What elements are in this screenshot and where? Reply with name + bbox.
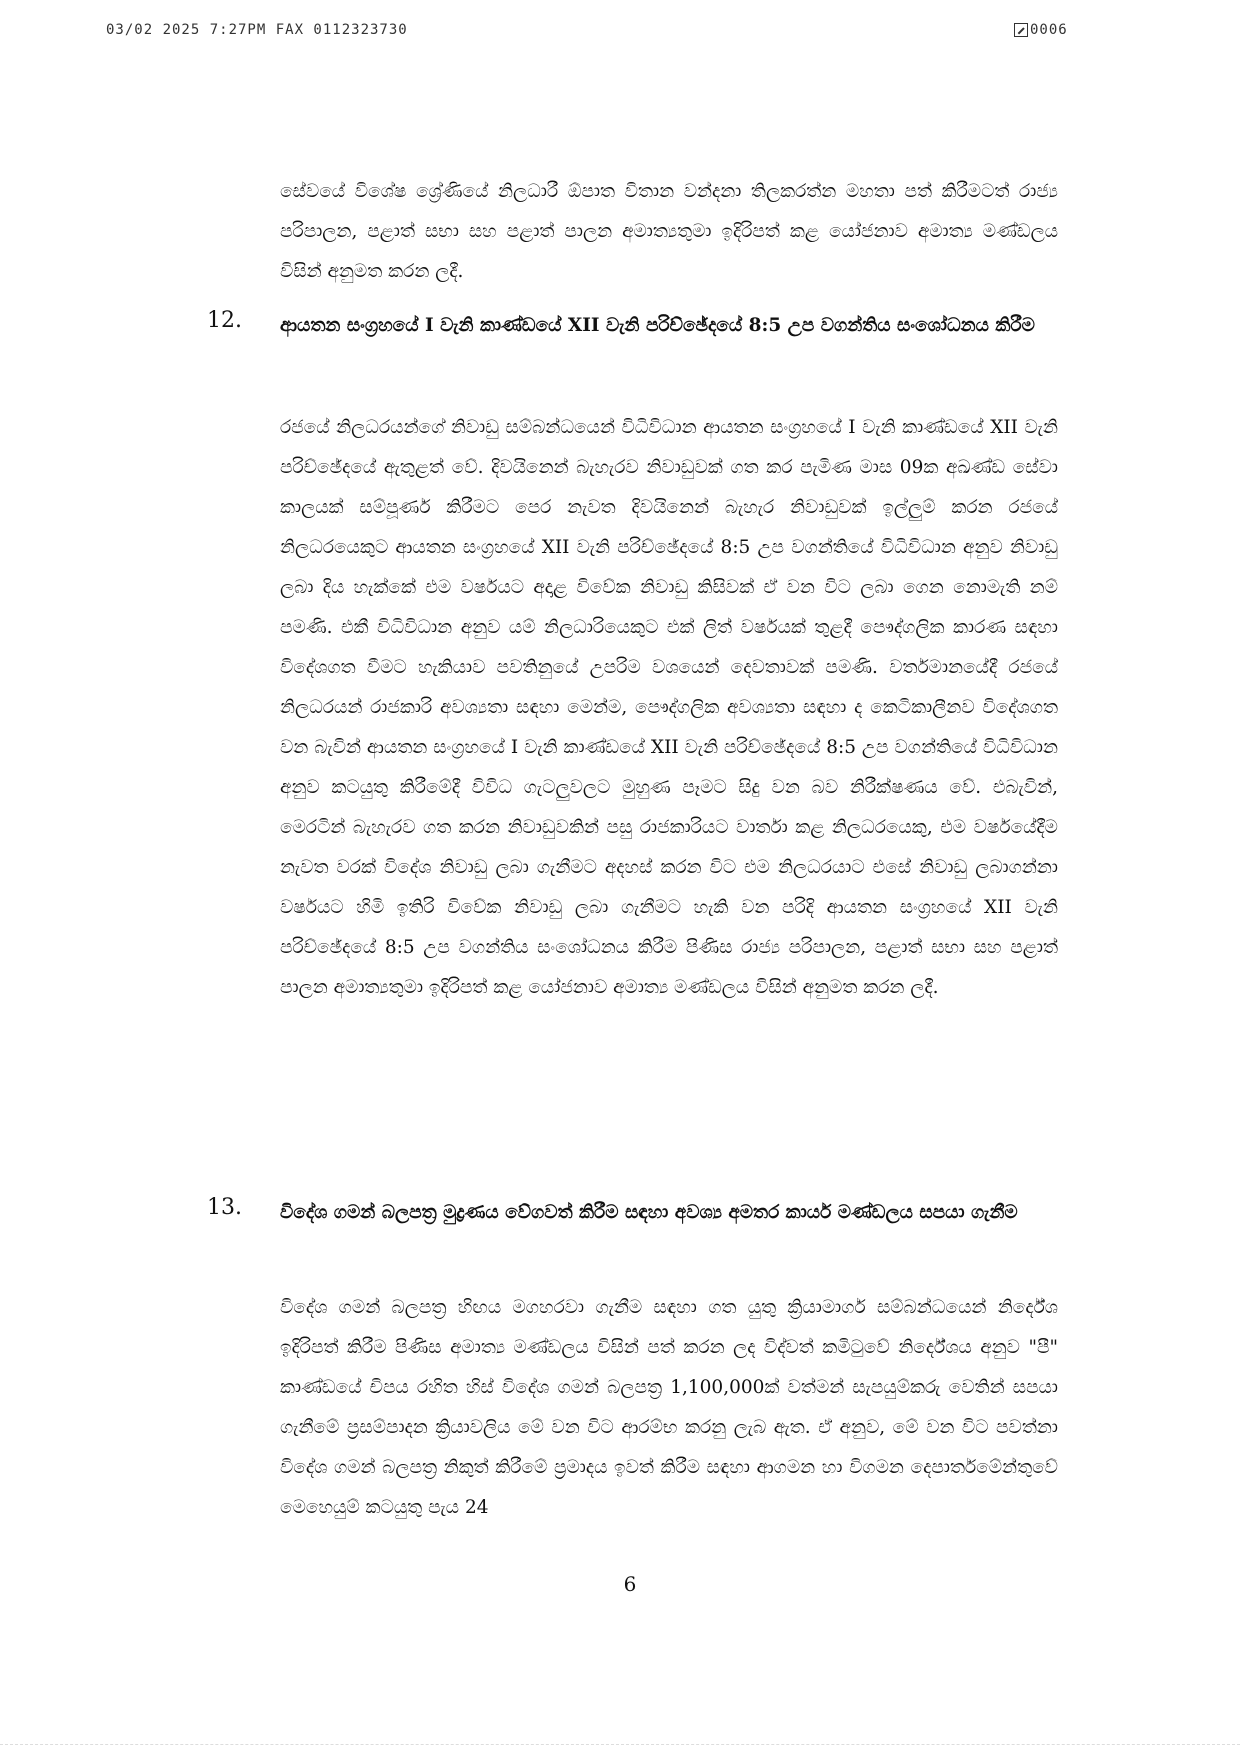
section-13-number: 13. bbox=[207, 1195, 242, 1220]
intro-paragraph: සේවයේ විශේෂ ශ්‍රේණියේ නිලධාරී ඕපාත විතාන වන්දනා තිලකරත්න මහතා පත් කිරීමටත් රාජ්‍ය පරිපාලන, පළාත් සභා සහ පළාත් පාලන අමාත්‍යතුමා ඉදිරිපත් කළ යෝජනාව අමාත්‍ය මණ්ඩලය විසින් අනුමත කරන ලදී. bbox=[280, 181, 1058, 282]
section-12-body: රජයේ නිලධරයන්ගේ නිවාඩු සම්බන්ධයෙන් විධිවිධාන ආයතන සංග්‍රහයේ I වැනි කාණ්ඩයේ XII වැනි පරිච්ඡේදයේ ඇතුළත් වේ. දිවයිනෙන් බැහැරව නිවාඩුවක් ගත කර පැමිණ මාස 09ක අඛණ්ඩ සේවා කාලයක් සම්පූර්ණ කිරීමට පෙර නැවත දිවයිනෙන් බැහැර නිවාඩුවක් ඉල්ලුම් කරන රජයේ නිලධරයෙකුට ආයතන සංග්‍රහයේ XII වැනි පරිච්ඡේදයේ 8:5 උප වගන්තියේ විධිවිධාන අනුව නිවාඩු ලබා දිය හැක්කේ එම වර්ෂයට අදාළ විවේක නිවාඩු කිසිවක් ඒ වන විට ලබා ගෙන නොමැති නම් පමණි. එකී විධිවිධාන අනුව යම් නිලධාරියෙකුට එක් ලිත් වර්ෂයක් තුළදී පෞද්ගලික කාරණ සඳහා විදේශගත වීමට හැකියාව පවතිනුයේ උපරිම වශයෙන් දෙවතාවක් පමණි. වර්තමානයේදී රජයේ නිලධරයන් රාජකාරි අවශ්‍යතා සඳහා මෙන්ම, පෞද්ගලික අවශ්‍යතා සඳහා ද කෙටිකාලීනව විදේශගත වන බැවින් ආයතන සංග්‍රහයේ I වැනි කාණ්ඩයේ XII වැනි පරිච්ඡේදයේ 8:5 උප වගන්තියේ විධිවිධාන අනුව කටයුතු කිරීමේදී විවිධ ගැටලුවලට මුහුණ පෑමට සිදු වන බව නිරීක්ෂණය වේ. එබැවින්, මෙරටින් බැහැරව ගත කරන නිවාඩුවකින් පසු රාජකාරියට වාර්තා කළ නිලධරයෙකු, එම වර්ෂයේදීම නැවත වරක් විදේශ නිවාඩු ලබා ගැනීමට අදහස් කරන විට එම නිලධරයාට එසේ නිවාඩු ලබාගන්නා වර්ෂයට හිමි ඉතිරි විවේක නිවාඩු ලබා ගැනීමට හැකි වන පරිදි ආයතන සංග්‍රහයේ XII වැනි පරිච්ඡේදයේ 8:5 උප වගන්තිය සංශෝධනය කිරීම පිණිස රාජ්‍ය පරිපාලන, පළාත් සභා සහ පළාත් පාලන අමාත්‍යතුමා ඉදිරිපත් කළ යෝජනාව අමාත්‍ය මණ්ඩලය විසින් අනුමත කරන ලදී. bbox=[280, 417, 1058, 998]
section-12-number: 12. bbox=[207, 308, 242, 333]
fax-transmission-header: 03/02 2025 7:27PM FAX 0112323730 bbox=[106, 22, 408, 38]
fax-page-code-text: 0006 bbox=[1030, 22, 1068, 38]
section-13-heading: විදේශ ගමන් බලපත්‍ර මුද්‍රණය වේගවත් කිරීම සඳහා අවශ්‍ය අමතර කාර්ය මණ්ඩලය සපයා ගැනීම bbox=[280, 1202, 1018, 1223]
checkbox-icon bbox=[1014, 23, 1028, 37]
scan-edge-line bbox=[0, 1744, 1240, 1745]
section-13-body: විදේශ ගමන් බලපත්‍ර හිඟය මගහරවා ගැනීම සඳහා ගත යුතු ක්‍රියාමාර්ග සම්බන්ධයෙන් නිර්දේශ ඉදිරිපත් කිරීම පිණිස අමාත්‍ය මණ්ඩලය විසින් පත් කරන ලද විද්වත් කමිටුවේ නිර්දේශය අනුව "පී" කාණ්ඩයේ චිපය රහිත හිස් විදේශ ගමන් බලපත්‍ර 1,100,000ක් වත්මන් සැපයුම්කරු වෙතින් සපයා ගැනීමේ ප්‍රසම්පාදන ක්‍රියාවලිය මේ වන විට ආරම්භ කරනු ලැබ ඇත. ඒ අනුව, මේ වන විට පවත්නා විදේශ ගමන් බලපත්‍ර නිකුත් කිරීමේ ප්‍රමාදය ඉවත් කිරීම සඳහා ආගමන හා විගමන දෙපාර්තමේන්තුවේ මෙහෙයුම් කටයුතු පැය 24 bbox=[280, 1297, 1058, 1518]
page-number: 6 bbox=[623, 1572, 637, 1596]
fax-page-code bbox=[1014, 22, 1068, 38]
section-12-heading: ආයතන සංග්‍රහයේ I වැනි කාණ්ඩයේ XII වැනි පරිච්ඡේදයේ 8:5 උප වගන්තිය සංශෝධනය කිරීම bbox=[280, 315, 1035, 336]
